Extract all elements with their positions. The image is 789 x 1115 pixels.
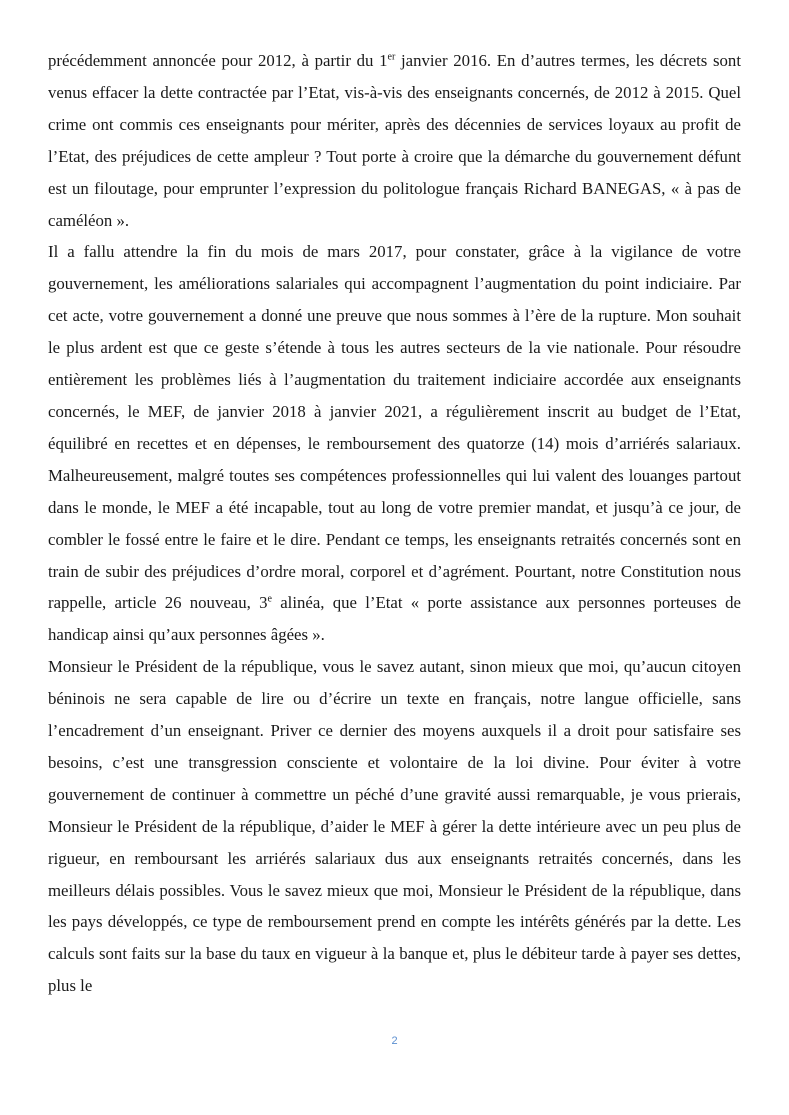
paragraph: Monsieur le Président de la république, vous le savez autant, sinon mieux que moi, qu’aucun citoyen béninois ne sera capable de lire ou d’écrire un texte en français, notre langue officielle, sans l’encadrement d’un enseignant. Priver ce dernier des moyens auxquels il a droit pour satisfaire ses besoins, c’est une transgression consciente et volontaire de la loi divine. Pour éviter à votre gouvernement de continuer à commettre un péché d’une gravité aussi remarquable, je vous prierais, Monsieur le Président de la république, d’aider le MEF à gérer la dette intérieure avec un peu plus de rigueur, en remboursant les arriérés salariaux dus aux enseignants retraités concernés, dans les meilleurs délais possibles. Vous le savez mieux que moi, Monsieur le Président de la république, dans les pays développés, ce type de remboursement prend en compte les intérêts générés par la dette. Les calculs sont faits sur la base du taux en vigueur à la banque et, plus le débiteur tarde à payer ses dettes, plus le <box>48 657 741 996</box>
paragraph-text: alinéa, que l’Etat « porte assistance aux personnes porteuses de handicap ainsi qu’aux personnes âgées ». <box>48 593 741 645</box>
paragraph <box>48 236 741 651</box>
paragraph-text: précédemment annoncée pour 2012, à partir du 1 <box>48 51 388 70</box>
paragraph-text: janvier 2016. En d’autres termes, les décrets sont venus effacer la dette contractée par l’Etat, vis-à-vis des enseignants concernés, de 2012 à 2015. Quel crime ont commis ces enseignants pour mériter, après des décennies de services loyaux au profit de l’Etat, des préjudices de cette ampleur ? Tout porte à croire que la démarche du gouvernement défunt est un filoutage, pour emprunter l’expression du politologue français Richard BANEGAS, « à pas de caméléon ». <box>48 51 741 230</box>
paragraph-text: Il a fallu attendre la fin du mois de mars 2017, pour constater, grâce à la vigilance de votre gouvernement, les améliorations salariales qui accompagnent l’augmentation du point indiciaire. Par cet acte, votre gouvernement a donné une preuve que nous sommes à l’ère de la rupture. Mon souhait le plus ardent est que ce geste s’étende à tous les autres secteurs de la vie nationale. Pour résoudre entièrement les problèmes liés à l’augmentation du traitement indiciaire accordée aux enseignants concernés, le MEF, de janvier 2018 à janvier 2021, a régulièrement inscrit au budget de l’Etat, équilibré en recettes et en dépenses, le remboursement des quatorze (14) mois d’arriérés salariaux. Malheureusement, malgré toutes ses compétences professionnelles qui lui valent des louanges partout dans le monde, le MEF a été incapable, tout au long de votre premier mandat, et jusqu’à ce jour, de combler le fossé entre le faire et le dire. Pendant ce temps, les enseignants retraités concernés sont en train de subir des préjudices d’ordre moral, corporel et d’agrément. Pourtant, notre Constitution nous rappelle, article 26 nouveau, 3 <box>48 242 741 613</box>
paragraph <box>48 45 741 236</box>
superscript: e <box>267 593 272 605</box>
page-number: 2 <box>391 1035 398 1047</box>
superscript: er <box>387 51 396 63</box>
body-text <box>48 45 741 1002</box>
